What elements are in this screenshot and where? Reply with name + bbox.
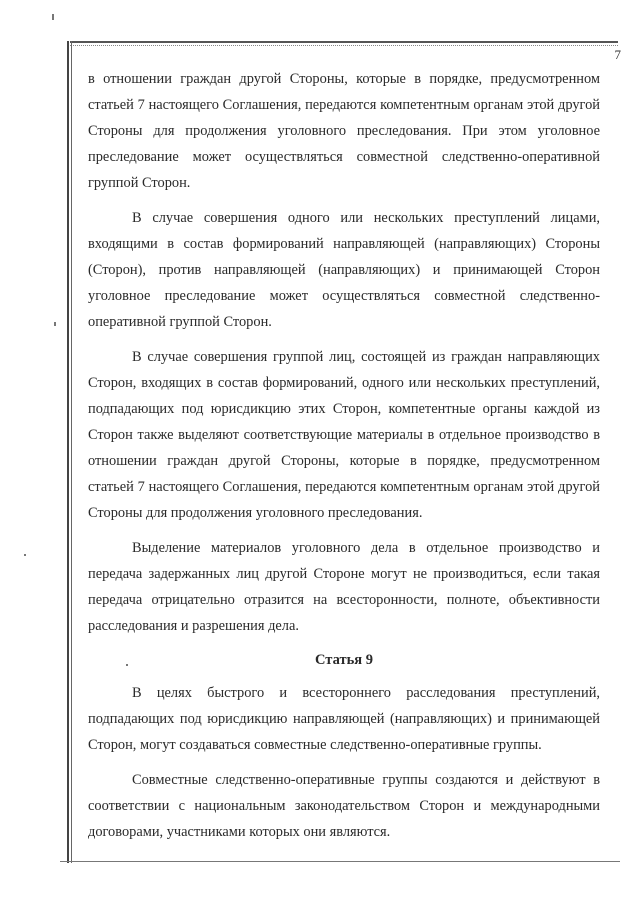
paragraph: в отношении граждан другой Стороны, которые в порядке, предусмотренном статьей 7 настоящего Соглашения, передаются компетентным органам этой другой Стороны для продолжения уголовного преследования. При этом уголовное преследование может осуществляться совместной следственно-оперативной группой Сторон.	[88, 71, 600, 191]
frame-bottom-line	[60, 861, 620, 862]
paragraph: Выделение материалов уголовного дела в отдельное производство и передача задержанных лиц другой Стороне могут не производиться, если такая передача отрицательно отразится на всесторонности, полноте, объективности расследования и разрешения дела.	[88, 540, 600, 634]
paragraph: В случае совершения одного или нескольких преступлений лицами, входящими в состав формирований направляющей (направляющих) Стороны (Сторон), против направляющей (направляющих) и принимающей Сторон уголовное преследование может осуществляться совместной следственно-оперативной группой Сторон.	[88, 210, 600, 330]
paragraphs-before-heading	[88, 66, 600, 639]
frame-top-dotted-line	[70, 45, 618, 46]
page-number: 7	[614, 47, 621, 62]
paragraph: Совместные следственно-оперативные группы создаются и действуют в соответствии с национальным законодательством Сторон и международными договорами, участниками которых они являются.	[88, 772, 600, 840]
article-heading: Статья 9	[315, 652, 373, 668]
frame-left-inner-line	[71, 41, 72, 863]
document-body	[88, 66, 600, 845]
frame-left-line	[67, 41, 69, 863]
paragraph: В случае совершения группой лиц, состоящей из граждан направляющих Сторон, входящих в состав формирований, одного или нескольких преступлений, подпадающих под юрисдикцию этих Сторон, компетентные органы каждой из Сторон также выделяют соответствующие материалы в отдельное производство в отношении граждан другой Стороны, которые в порядке, предусмотренном статьей 7 настоящего Соглашения, передаются компетентным органам этой другой Стороны для продолжения уголовного преследования.	[88, 349, 600, 521]
scan-speck	[52, 14, 54, 20]
paragraph: В целях быстрого и всестороннего расследования преступлений, подпадающих под юрисдикцию направляющей (направляющих) и принимающей Сторон, могут создаваться совместные следственно-оперативные группы.	[88, 685, 600, 753]
paragraphs-after-heading	[88, 680, 600, 845]
scan-speck	[24, 554, 26, 556]
scan-speck	[54, 322, 56, 326]
frame-top-line	[70, 41, 618, 43]
